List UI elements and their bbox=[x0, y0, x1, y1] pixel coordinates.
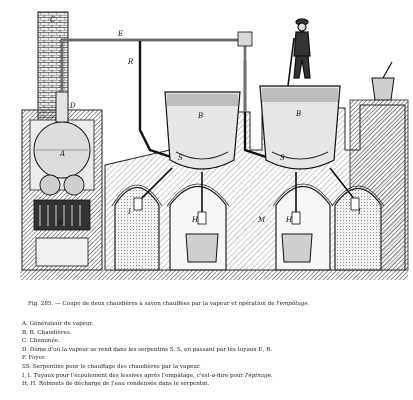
ground bbox=[20, 270, 408, 280]
legend-item: C. Cheminée. bbox=[22, 338, 60, 345]
legend-item: I, I. Tuyaux pour l'écoulement des lessives après l'empâtage, c'est-à-dire pour l'épinage. bbox=[22, 372, 273, 379]
caption-emphasis: l'empâtage. bbox=[276, 301, 310, 307]
label-B-left: B bbox=[198, 112, 204, 120]
label-S-right: S bbox=[280, 154, 285, 162]
legend-item: A. Générateur de vapeur. bbox=[22, 321, 94, 327]
label-I-right: I bbox=[358, 208, 361, 216]
label-F: F bbox=[58, 220, 63, 228]
legend-item: D. Dôme d'où la vapeur se rend dans les serpentins S, S, en passant par les tuyaux E, R. bbox=[22, 346, 273, 353]
label-S-left: S bbox=[178, 154, 183, 162]
label-B-right: B bbox=[296, 110, 302, 118]
figure-number: Fig. 285. bbox=[28, 301, 54, 307]
label-I-left: I bbox=[128, 208, 131, 216]
label-H-left: H bbox=[192, 216, 199, 224]
legend-item: H, H. Robinets de décharge de l'eau condensée dans le serpentin. bbox=[22, 381, 210, 388]
legend-item: SS. Serpentins pour le chauffage des chaudières par la vapeur. bbox=[22, 363, 201, 370]
label-A: A bbox=[60, 150, 66, 158]
figure-legend bbox=[22, 320, 410, 389]
worker-figure bbox=[288, 19, 310, 86]
tub bbox=[372, 62, 394, 100]
steam-dome bbox=[56, 92, 68, 122]
label-C: C bbox=[50, 16, 56, 24]
legend-item: B, B. Chaudières. bbox=[22, 329, 72, 336]
caption-text: — Coupe de deux chaudières à savon chauffées par la vapeur et opération de bbox=[53, 301, 277, 307]
soap-kettle-left bbox=[165, 92, 240, 169]
label-R: R bbox=[128, 58, 134, 66]
figure-caption bbox=[28, 300, 408, 308]
label-D: D bbox=[70, 102, 76, 110]
label-E: E bbox=[118, 30, 124, 38]
label-H-right: H bbox=[286, 216, 293, 224]
label-M: M bbox=[258, 216, 266, 224]
soap-kettle-right bbox=[260, 86, 340, 169]
legend-item: F. Foyer. bbox=[22, 355, 46, 362]
